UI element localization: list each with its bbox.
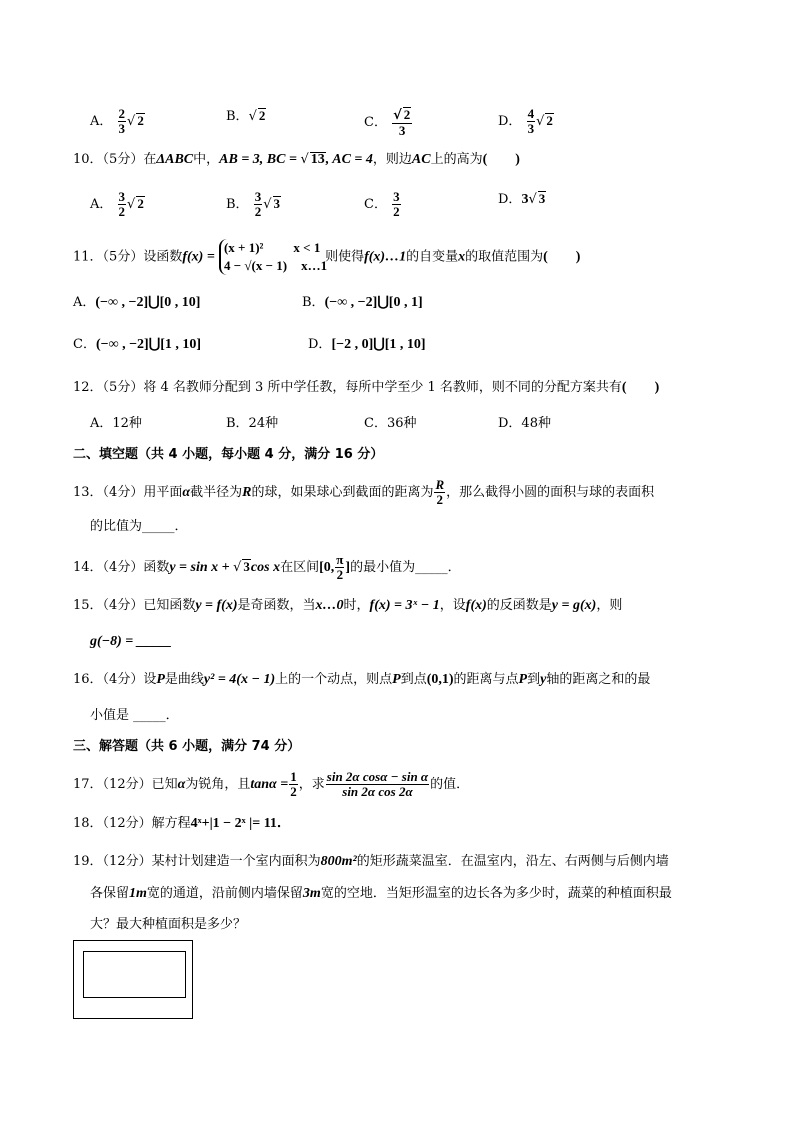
question-16: 16．（4分）设P是曲线y² = 4(x − 1)上的一个动点，则点P到点(0,1)的距离与点P到y轴的距离之和的最 xyxy=(73,672,651,687)
question-11: 11．（5分）设函数f(x) = (x + 1)² x < 1 4 − √(x − 1) x…1 则使得f(x)…1的自变量x的取值范围为( ) xyxy=(73,240,581,273)
option-c: C． $\frac{3}{2}$ xyxy=(364,189,400,219)
question-19-line3: 大？最大种植面积是多少？ xyxy=(90,917,247,932)
option-d: D． $\frac{4}{3}$ √ 2 xyxy=(498,106,553,136)
section-heading-fill-in: 二、填空题（共 4 小题，每小题 4 分，满分 16 分） xyxy=(73,447,384,462)
question-15: 15．（4分）已知函数y = f(x)是奇函数，当x…0时，f(x) = 3ˣ − 1，设f(x)的反函数是y = g(x)，则 xyxy=(73,598,623,613)
option-d: D．3√ 3 xyxy=(498,191,546,207)
q11-option-a: A．(−∞ , −2]⋃[0 , 10] xyxy=(73,295,201,310)
q11-option-b: B．(−∞ , −2]⋃[0 , 1] xyxy=(302,295,423,310)
q9-options xyxy=(90,106,553,138)
q11-option-c: C．(−∞ , −2]⋃[1 , 10] xyxy=(73,337,202,352)
option-b: B．√ 2 xyxy=(226,108,266,124)
q10-options xyxy=(90,189,546,219)
q12-option-c: C．36种 xyxy=(364,416,417,431)
greenhouse-diagram xyxy=(73,940,193,1019)
q12-option-d: D．48种 xyxy=(498,416,551,431)
question-14: 14．（4分）函数y = sin x + √ 3cos x在区间[0, $\frac{\pi}{2}$ ]的最小值为_____． xyxy=(73,552,461,582)
question-16-line2: 小值是 _____． xyxy=(90,708,179,723)
question-17: 17．（12分）已知α为锐角，且tanα = $\frac{1}{2}$ ，求 $\frac{\text{sin 2α cosα − sin α}}{\text{sin 2α cos 2α}}$ 的值． xyxy=(73,769,470,799)
question-13-line2: 的比值为_____． xyxy=(90,519,188,534)
q12-option-a: A．12种 xyxy=(90,416,142,431)
q11-option-d: D．[−2 , 0]⋃[1 , 10] xyxy=(308,337,426,352)
option-a: A． $\frac{2}{3}$ √ 2 xyxy=(90,106,144,136)
section-heading-solutions: 三、解答题（共 6 小题，满分 74 分） xyxy=(73,739,301,754)
question-13: 13．（4分）用平面α截半径为R的球，如果球心到截面的距离为 $\frac{R}{2}$ ，那么截得小圆的面积与球的表面积 xyxy=(73,477,655,507)
question-12: 12．（5分）将 4 名教师分配到 3 所中学任教，每所中学至少 1 名教师，则不同的分配方案共有( ) xyxy=(73,380,660,395)
question-15-line2: g(−8) = _____ xyxy=(90,634,172,649)
question-18: 18．（12分）解方程4ˣ+|1 − 2ˣ |= 11． xyxy=(73,816,291,831)
question-10: 10．（5分）在ΔABC中，AB = 3, BC = √ 13, AC = 4，则边AC上的高为( ) xyxy=(73,152,520,167)
piecewise-brace: (x + 1)² x < 1 4 − √(x − 1) x…1 xyxy=(219,239,325,275)
option-b: B． $\frac{3}{2}$ √ 3 xyxy=(226,189,280,219)
q12-option-b: B．24种 xyxy=(226,416,279,431)
planting-area-rectangle xyxy=(83,951,186,998)
option-a: A． $\frac{3}{2}$ √ 2 xyxy=(90,189,144,219)
question-19: 19．（12分）某村计划建造一个室内面积为800m²的矩形蔬菜温室．在温室内，沿左、右两侧与后侧内墙 xyxy=(73,854,669,869)
question-19-line2: 各保留1m宽的通道，沿前侧内墙保留3m宽的空地．当矩形温室的边长各为多少时，蔬菜的种植面积最 xyxy=(90,886,672,901)
option-c: C． $\frac{√ 2}{3}$ xyxy=(364,107,411,138)
